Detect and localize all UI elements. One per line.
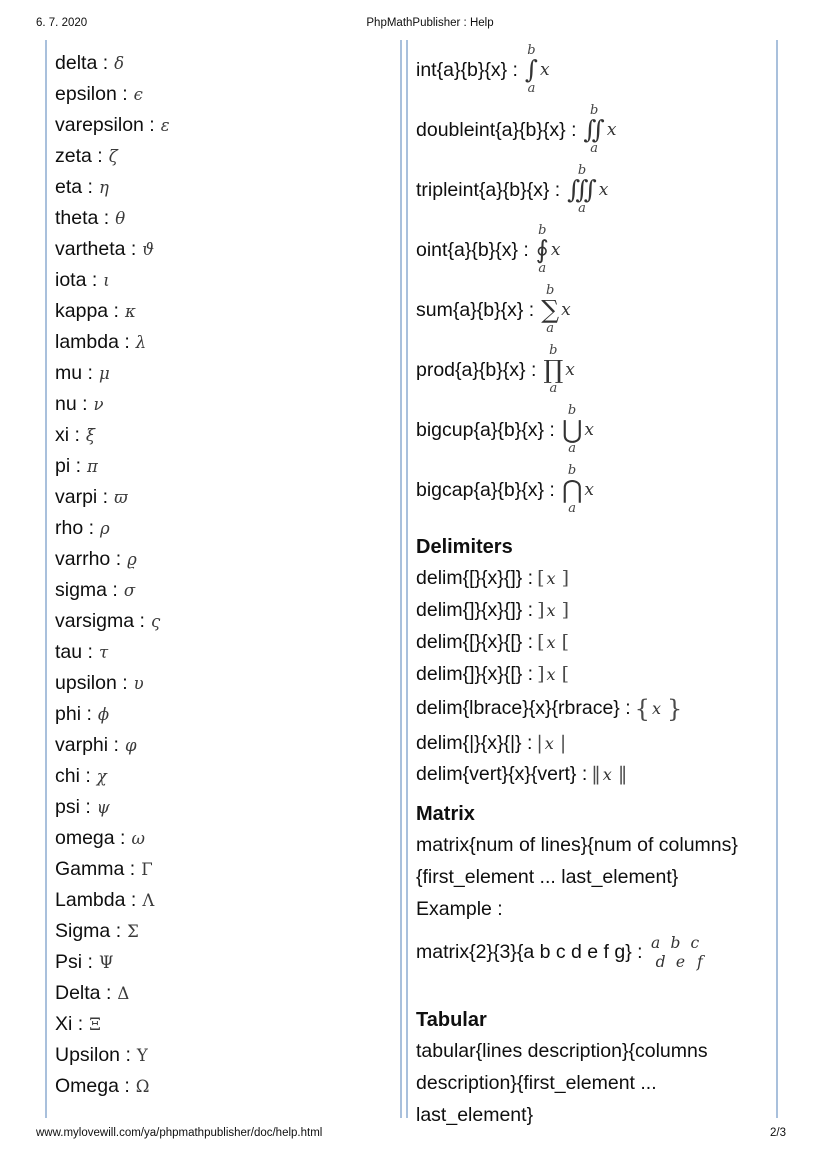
greek-symbol: κ [124, 302, 136, 321]
operator-item [416, 400, 776, 460]
greek-item [55, 451, 400, 482]
lower-limit: a [549, 381, 558, 396]
operator-limits-stack [525, 45, 538, 95]
greek-symbol: Ξ [89, 1015, 101, 1034]
matrix-description-line: Example : [416, 898, 503, 920]
greek-command-label: theta : [55, 207, 110, 229]
matrix-example-label: matrix{2}{3}{a b c d e f g} : [416, 940, 643, 963]
operand-variable: x [584, 420, 594, 440]
operand-variable: x [565, 360, 575, 380]
operator-item [416, 220, 776, 280]
greek-item [55, 823, 400, 854]
delimited-variable: x [651, 699, 661, 718]
greek-symbol: φ [124, 736, 137, 755]
operand-variable: x [598, 180, 609, 200]
delimited-variable: x [546, 664, 556, 684]
delimiter-command-label: delim{|}{x}{|} : [416, 731, 533, 754]
operator-list [416, 40, 776, 520]
operand-variable: x [550, 240, 561, 260]
greek-command-label: iota : [55, 269, 98, 291]
greek-symbol: σ [123, 581, 136, 600]
operator-symbol: ⋂ [561, 475, 583, 504]
operator-limits-stack [543, 345, 563, 395]
matrix-cell: e [675, 952, 686, 971]
operator-symbol: ∭ [567, 175, 597, 204]
delimited-variable: x [546, 600, 556, 620]
greek-item [55, 854, 400, 885]
lower-limit: a [527, 81, 536, 96]
delimiter-item [416, 626, 776, 658]
greek-item [55, 885, 400, 916]
operand-variable: x [539, 60, 550, 80]
greek-command-label: zeta : [55, 145, 103, 167]
operator-command-label: int{a}{b}{x} : [416, 58, 518, 81]
delimiter-item [416, 727, 776, 759]
operator-limits-stack [536, 225, 549, 275]
operator-command-label: prod{a}{b}{x} : [416, 358, 537, 381]
print-footer-url: www.mylovewill.com/ya/phpmathpublisher/doc/help.html [36, 1127, 323, 1139]
delimiter-item [416, 562, 776, 594]
greek-symbol: ν [93, 395, 104, 414]
greek-item [55, 978, 400, 1009]
operator-limits-stack [584, 105, 605, 155]
delimited-variable: x [544, 733, 554, 753]
greek-command-label: varsigma : [55, 610, 145, 632]
tabular-description-line: tabular{lines description}{columns [416, 1040, 708, 1062]
greek-letters-column [45, 40, 402, 1118]
right-delimiter: ] [561, 567, 569, 589]
matrix-description-line: {first_element ... last_element} [416, 866, 679, 888]
greek-command-label: psi : [55, 796, 91, 818]
tabular-heading: Tabular [416, 1009, 487, 1031]
delimiters-heading: Delimiters [416, 536, 513, 558]
lower-limit: a [568, 441, 576, 456]
greek-item [55, 947, 400, 978]
greek-command-label: Psi : [55, 951, 93, 973]
operator-item [416, 340, 776, 400]
greek-command-label: upsilon : [55, 672, 128, 694]
operand-variable: x [561, 300, 571, 320]
greek-symbol: η [98, 178, 109, 197]
operator-symbol: ∑ [541, 295, 560, 324]
delimiter-command-label: delim{vert}{x}{vert} : [416, 762, 588, 785]
delimiter-command-label: delim{lbrace}{x}{rbrace} : [416, 697, 631, 719]
greek-item [55, 761, 400, 792]
delimiter-list [416, 562, 776, 789]
greek-item [55, 172, 400, 203]
upper-limit: b [538, 223, 547, 238]
greek-item [55, 79, 400, 110]
greek-item [55, 234, 400, 265]
delimited-variable: x [546, 568, 556, 588]
reference-column [406, 40, 778, 1126]
greek-command-label: omega : [55, 827, 126, 849]
greek-command-label: pi : [55, 455, 82, 477]
lower-limit: a [546, 321, 555, 336]
greek-symbol: ζ [108, 147, 118, 166]
matrix-grid [650, 933, 703, 971]
greek-symbol: ι [103, 271, 110, 290]
right-delimiter: [ [561, 663, 569, 685]
left-delimiter: | [536, 732, 543, 754]
greek-item [55, 699, 400, 730]
greek-symbol: μ [98, 364, 110, 383]
greek-symbol: ϖ [114, 488, 128, 507]
operator-command-label: doubleint{a}{b}{x} : [416, 118, 577, 141]
operator-command-label: sum{a}{b}{x} : [416, 298, 535, 321]
greek-command-label: xi : [55, 424, 80, 446]
matrix-description [416, 829, 776, 925]
print-footer-page: 2/3 [770, 1127, 786, 1139]
operator-symbol: ∫ [524, 55, 538, 84]
operator-command-label: oint{a}{b}{x} : [416, 238, 529, 261]
upper-limit: b [590, 103, 599, 118]
greek-item [55, 575, 400, 606]
greek-command-label: chi : [55, 765, 91, 787]
greek-symbol: Ω [135, 1077, 150, 1096]
greek-command-label: Upsilon : [55, 1044, 131, 1066]
greek-item [55, 110, 400, 141]
delimiter-item [416, 759, 776, 789]
delimited-variable: x [602, 764, 612, 784]
greek-symbol: Γ [141, 860, 153, 879]
greek-symbol: λ [135, 333, 147, 352]
greek-command-label: delta : [55, 52, 109, 74]
matrix-example [416, 925, 776, 979]
greek-symbol: χ [96, 767, 107, 786]
greek-symbol: Λ [142, 891, 155, 910]
operator-symbol: ∬ [583, 115, 605, 144]
greek-list [55, 48, 400, 1102]
matrix-cell: b [670, 933, 681, 952]
lower-limit: a [590, 141, 599, 156]
greek-command-label: vartheta : [55, 238, 137, 260]
greek-item [55, 482, 400, 513]
operator-symbol: ∏ [543, 355, 564, 384]
greek-item [55, 296, 400, 327]
greek-command-label: sigma : [55, 579, 118, 601]
greek-item [55, 606, 400, 637]
operator-item [416, 280, 776, 340]
tabular-description [416, 1035, 776, 1131]
right-delimiter: ] [561, 599, 569, 621]
left-delimiter: [ [537, 567, 545, 589]
greek-symbol: ϕ [97, 705, 110, 724]
greek-symbol: ξ [85, 426, 96, 445]
upper-limit: b [567, 463, 577, 478]
matrix-cell: a [650, 933, 661, 952]
operator-item [416, 460, 776, 520]
greek-item [55, 1009, 400, 1040]
delimiter-item [416, 658, 776, 690]
greek-item [55, 203, 400, 234]
operator-item [416, 40, 776, 100]
greek-command-label: Sigma : [55, 920, 122, 942]
greek-symbol: υ [133, 674, 144, 693]
right-delimiter: [ [561, 631, 569, 653]
greek-symbol: π [87, 457, 98, 476]
greek-command-label: varphi : [55, 734, 119, 756]
tabular-description-line: last_element} [416, 1104, 534, 1126]
greek-item [55, 389, 400, 420]
operator-limits-stack [562, 405, 583, 455]
operator-item [416, 100, 776, 160]
greek-command-label: tau : [55, 641, 93, 663]
greek-command-label: varepsilon : [55, 114, 155, 136]
left-delimiter: ‖ [591, 763, 601, 785]
greek-command-label: phi : [55, 703, 92, 725]
upper-limit: b [527, 43, 536, 58]
matrix-cell: f [696, 952, 703, 971]
delimiter-command-label: delim{[}{x}{[} : [416, 630, 534, 653]
greek-command-label: lambda : [55, 331, 130, 353]
matrix-cell: c [690, 933, 700, 952]
greek-item [55, 327, 400, 358]
greek-item [55, 358, 400, 389]
print-header-title: PhpMathPublisher : Help [366, 17, 494, 29]
greek-item [55, 1071, 400, 1102]
greek-item [55, 265, 400, 296]
operator-command-label: tripleint{a}{b}{x} : [416, 178, 561, 201]
greek-symbol: Σ [127, 922, 139, 941]
greek-command-label: Omega : [55, 1075, 130, 1097]
left-delimiter: ] [537, 599, 545, 621]
lower-limit: a [538, 261, 547, 276]
delimiter-command-label: delim{]}{x}{]} : [416, 598, 534, 621]
operator-limits-stack [562, 465, 583, 515]
greek-command-label: Gamma : [55, 858, 136, 880]
greek-symbol: ϱ [127, 550, 137, 569]
right-delimiter: } [666, 694, 683, 723]
greek-item [55, 1040, 400, 1071]
greek-item [55, 637, 400, 668]
operand-variable: x [606, 120, 617, 140]
greek-symbol: ϵ [133, 85, 143, 104]
operator-limits-stack [541, 285, 559, 335]
greek-symbol: δ [114, 54, 125, 73]
matrix-cell: d [655, 952, 666, 971]
greek-item [55, 916, 400, 947]
greek-symbol: ε [160, 116, 170, 135]
greek-item [55, 730, 400, 761]
left-delimiter: [ [537, 631, 545, 653]
greek-symbol: ψ [96, 798, 110, 817]
upper-limit: b [577, 163, 587, 178]
greek-symbol: θ [115, 209, 126, 228]
right-delimiter: | [559, 732, 567, 754]
greek-command-label: mu : [55, 362, 93, 384]
operator-symbol: ∮ [535, 235, 549, 264]
greek-symbol: ϑ [142, 240, 155, 259]
greek-command-label: Delta : [55, 982, 112, 1004]
greek-symbol: ω [131, 829, 145, 848]
delimiter-item [416, 594, 776, 626]
left-delimiter: { [634, 694, 650, 723]
greek-symbol: Δ [117, 984, 130, 1003]
left-delimiter: ] [537, 663, 545, 685]
greek-item [55, 420, 400, 451]
matrix-description-line: matrix{num of lines}{num of columns} [416, 834, 738, 856]
greek-symbol: ς [150, 612, 161, 631]
greek-symbol: ρ [100, 519, 110, 538]
right-delimiter: ‖ [617, 763, 628, 785]
operator-symbol: ⋃ [561, 415, 583, 444]
operator-command-label: bigcup{a}{b}{x} : [416, 418, 555, 441]
print-header-date: 6. 7. 2020 [36, 17, 88, 29]
greek-command-label: varrho : [55, 548, 122, 570]
delimiter-command-label: delim{]}{x}{[} : [416, 662, 534, 685]
upper-limit: b [567, 403, 577, 418]
greek-command-label: Lambda : [55, 889, 137, 911]
operator-command-label: bigcap{a}{b}{x} : [416, 478, 555, 501]
greek-item [55, 792, 400, 823]
greek-symbol: τ [98, 643, 109, 662]
upper-limit: b [549, 343, 558, 358]
greek-symbol: Ψ [98, 953, 114, 972]
operator-limits-stack [567, 165, 597, 215]
lower-limit: a [578, 201, 586, 216]
greek-item [55, 141, 400, 172]
delimiter-command-label: delim{[}{x}{]} : [416, 566, 534, 589]
greek-command-label: Xi : [55, 1013, 84, 1035]
delimited-variable: x [546, 632, 556, 652]
greek-command-label: rho : [55, 517, 95, 539]
greek-item [55, 513, 400, 544]
greek-item [55, 544, 400, 575]
greek-item [55, 48, 400, 79]
greek-command-label: varpi : [55, 486, 109, 508]
upper-limit: b [545, 283, 555, 298]
greek-command-label: nu : [55, 393, 88, 415]
lower-limit: a [568, 501, 576, 516]
operand-variable: x [584, 480, 594, 500]
greek-command-label: eta : [55, 176, 93, 198]
greek-symbol: Υ [136, 1046, 148, 1065]
greek-item [55, 668, 400, 699]
greek-command-label: epsilon : [55, 83, 128, 105]
delimiter-item [416, 690, 776, 727]
matrix-heading: Matrix [416, 803, 475, 825]
operator-item [416, 160, 776, 220]
tabular-description-line: description}{first_element ... [416, 1072, 657, 1094]
greek-command-label: kappa : [55, 300, 119, 322]
